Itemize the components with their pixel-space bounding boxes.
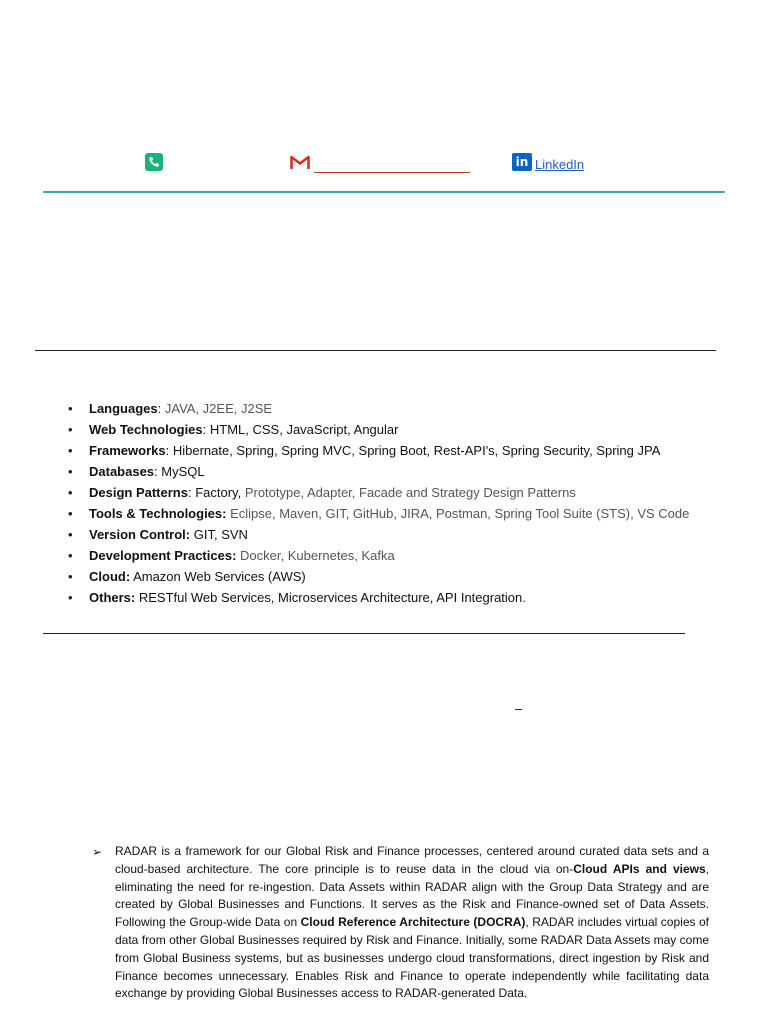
skill-item: • Frameworks: Hibernate, Spring, Spring MVC, Spring Boot, Rest-API's, Spring Security, Spring JPA <box>68 440 758 461</box>
linkedin-icon[interactable]: in <box>512 153 532 171</box>
skill-item: • Tools & Technologies: Eclipse, Maven, GIT, GitHub, JIRA, Postman, Spring Tool Suite (STS), VS Code <box>68 503 758 524</box>
skills-list <box>68 398 758 608</box>
skill-item: • Web Technologies: HTML, CSS, JavaScript, Angular <box>68 419 758 440</box>
skill-item: • Languages: JAVA, J2EE, J2SE <box>68 398 758 419</box>
project-description: RADAR is a framework for our Global Risk and Finance processes, centered around curated data sets and a cloud-based architecture. The core principle is to reuse data in the cloud via on-Cloud APIs and views, eliminating the need for re-ingestion. Data Assets within RADAR align with the Group Data Strategy and are created by Global Businesses and Functions. It serves as the Risk and Finance-owned set of Data Assets. Following the Group-wide Data on Cloud Reference Architecture (DOCRA), RADAR includes virtual copies of data from other Global Businesses required by Risk and Finance. Initially, some RADAR Data Assets may come from Global Business systems, but as businesses undergo cloud transformations, direct ingestion by Risk and Finance becomes unnecessary. Enables Risk and Finance to operate independently while facilitating data exchange by providing Global Businesses access to RADAR-generated Data. <box>115 844 710 1001</box>
skill-item: • Development Practices: Docker, Kubernetes, Kafka <box>68 545 758 566</box>
phone-icon[interactable] <box>145 153 163 171</box>
gmail-icon[interactable] <box>290 155 310 170</box>
header-divider <box>43 191 725 193</box>
section-divider <box>35 350 716 351</box>
skill-item: • Design Patterns: Factory, Prototype, Adapter, Facade and Strategy Design Patterns <box>68 482 758 503</box>
section-divider <box>43 633 685 634</box>
skill-item: • Others: RESTful Web Services, Microservices Architecture, API Integration. <box>68 587 758 608</box>
skill-item: • Cloud: Amazon Web Services (AWS) <box>68 566 758 587</box>
skill-item: • Databases: MySQL <box>68 461 758 482</box>
arrow-bullet-icon: ➢ <box>92 845 103 859</box>
linkedin-link[interactable]: LinkedIn <box>535 157 585 172</box>
skill-item: • Version Control: GIT, SVN <box>68 524 758 545</box>
date-dash: – <box>515 701 523 716</box>
email-link-underline[interactable] <box>314 172 470 173</box>
